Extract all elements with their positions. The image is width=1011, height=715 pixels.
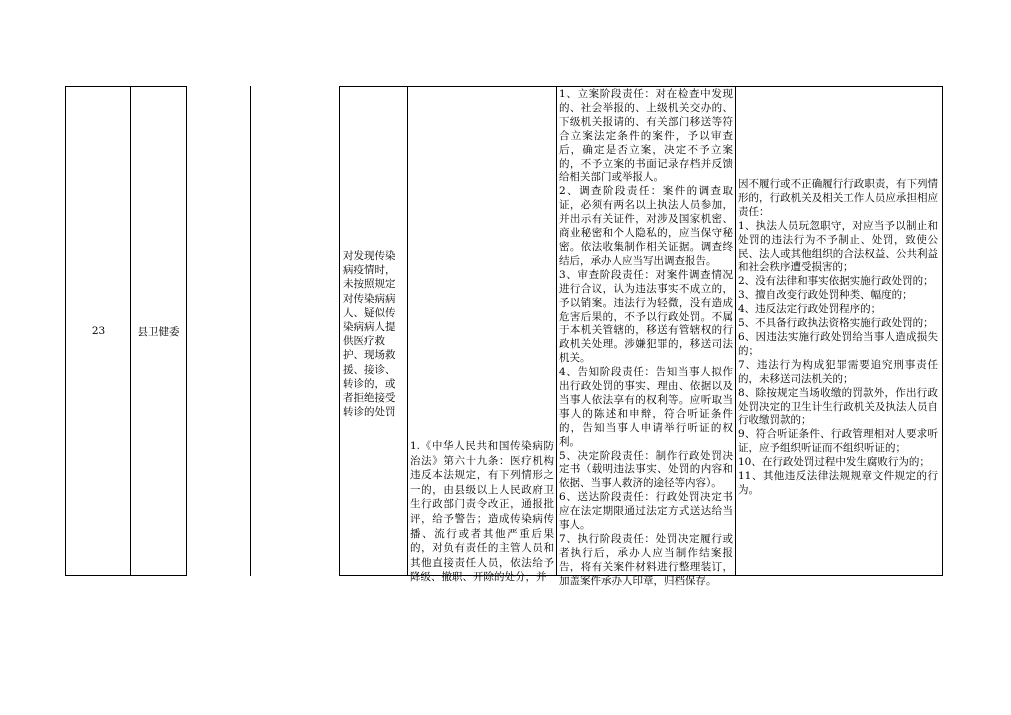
legal-basis-cell	[407, 86, 557, 584]
liability-item: 因不履行或不正确履行行政职责，有下列情形的，行政机关及相关工作人员应承担相应责任：	[738, 178, 938, 218]
responsibility-step: 4、告知阶段责任：告知当事人拟作出行政处罚的事实、理由、依据以及当事人依法享有的权利等。应听取当事人的陈述和申辩，符合听证条件的，告知当事人申请举行听证的权利。	[559, 366, 733, 448]
responsibility-step: 1、立案阶段责任：对在检查中发现的、社会举报的、上级机关交办的、下级机关报请的、有关部门移送等符合立案法定条件的案件，予以审查后，确定是否立案，决定不予立案的，不予立案的书面记录存档并反馈给相关部门或举报人。	[559, 88, 733, 184]
responsibility-step: 6、送达阶段责任：行政处罚决定书应在法定期限通过法定方式送达给当事人。	[559, 491, 733, 532]
department-cell	[130, 86, 187, 576]
serial-number-cell	[65, 86, 131, 576]
responsibility-step: 3、审查阶段责任：对案件调查情况进行合议，认为违法事实不成立的，予以销案。违法行为轻微，没有造成危害后果的，不予以行政处罚。不属于本机关管辖的，移送有管辖权的行政机关处理。涉嫌犯罪的，移送司法机关。	[559, 268, 733, 365]
responsibility-step: 2、调查阶段责任：案件的调查取证，必须有两名以上执法人员参加，并出示有关证件，对涉及国家机密、商业秘密和个人隐私的，应当保守秘密。依法收集制作相关证据。调查终结后，承办人应当写出调查报告。	[559, 185, 733, 267]
condition-cell	[339, 86, 408, 576]
liability-item: 8、除按规定当场收缴的罚款外，作出行政处罚决定的卫生计生行政机关及执法人员自行收缴罚款的；	[738, 386, 938, 427]
column-divider	[250, 86, 252, 576]
liability-item: 11、其他违反法律法规规章文件规定的行为。	[738, 470, 938, 496]
responsibility-steps	[559, 88, 733, 589]
liability-item: 7、违法行为构成犯罪需要追究刑事责任的，未移送司法机关的；	[738, 358, 938, 385]
responsibility-step: 5、决定阶段责任：制作行政处罚决定书（载明违法事实、处罚的内容和依据、当事人救济的途径等内容）。	[559, 449, 733, 490]
liability-item: 2、没有法律和事实依据实施行政处罚的；	[738, 275, 934, 288]
liability-item: 5、不具备行政执法资格实施行政处罚的；	[738, 317, 934, 330]
liability-item: 10、在行政处罚过程中发生腐败行为的；	[738, 456, 930, 469]
serial-number: 23	[91, 325, 106, 337]
liability-cell	[735, 86, 943, 576]
liability-item: 4、违反法定行政处罚程序的；	[738, 303, 882, 316]
department-name: 县卫健委	[137, 325, 180, 338]
responsibility-cell	[556, 86, 736, 587]
condition-text: 对发现传染病疫情时，未按照规定对传染病病人、疑似传染病病人提供医疗救护、现场救援、接诊、转诊的，或者拒绝接受转诊的处罚	[343, 250, 396, 419]
liability-item: 9、符合听证条件、行政管理相对人要求听证，应予组织听证而不组织听证的；	[738, 428, 938, 455]
liability-item: 6、因违法实施行政处罚给当事人造成损失的；	[738, 330, 938, 357]
table-row	[0, 86, 1011, 587]
liability-list	[738, 178, 938, 498]
liability-item: 1、执法人员玩忽职守，对应当予以制止和处罚的违法行为不予制止、处罚，致使公民、法人或其他组织的合法权益、公共利益和社会秩序遭受损害的；	[738, 219, 938, 274]
legal-basis-text: 1.《中华人民共和国传染病防治法》第六十九条：医疗机构违反本法规定，有下列情形之一的，由县级以上人民政府卫生行政部门责令改正，通报批评，给予警告；造成传染病传播、流行或者其他严重后果的，对负有责任的主管人员和其他直接责任人员，依法给予降级、撤职、开除的处分，并	[410, 440, 554, 584]
liability-item: 3、擅自改变行政处罚种类、幅度的；	[738, 289, 913, 302]
responsibility-step: 7、执行阶段责任：处罚决定履行或者执行后，承办人应当制作结案报告，将有关案件材料进行整理装订，加盖案件承办人印章，归档保存。	[559, 533, 733, 587]
